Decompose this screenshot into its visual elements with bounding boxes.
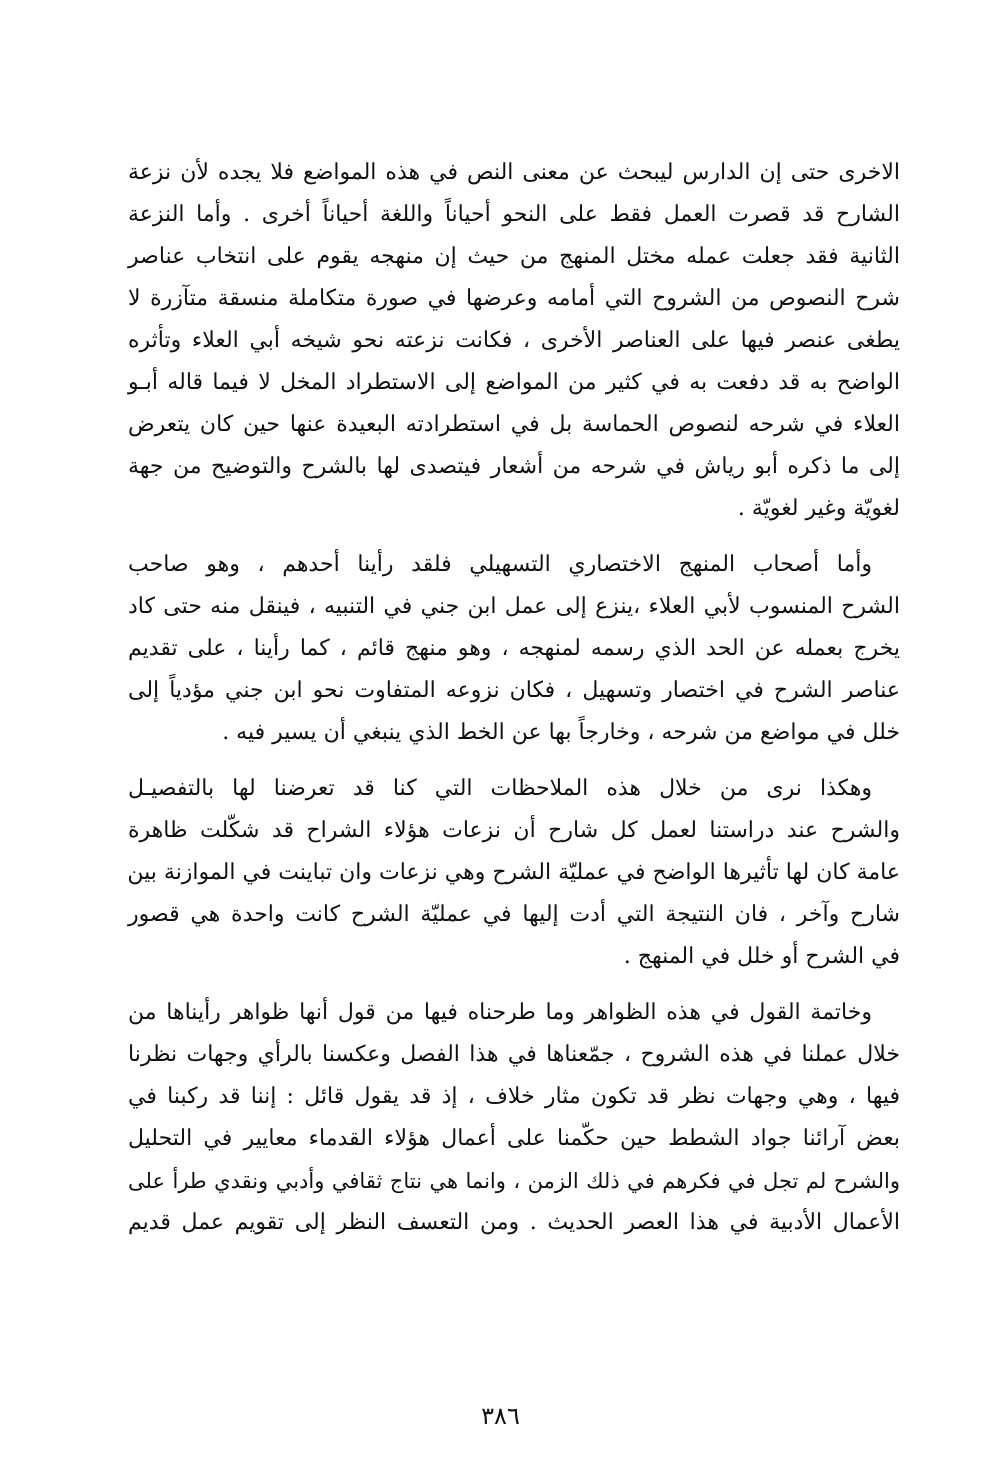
paragraph-1 bbox=[128, 152, 900, 530]
text-line: الاخرى حتى إن الدارس ليبحث عن معنى النص في هذه المواضع فلا يجده لأن نزعة bbox=[128, 160, 900, 185]
text-line: لغويّة وغير لغويّة . bbox=[737, 496, 900, 521]
text-line: الثانية فقد جعلت عمله مختل المنهج من حيث إن منهجه يقوم على انتخاب عناصر bbox=[128, 244, 900, 269]
paragraph-2 bbox=[128, 544, 900, 754]
text-line: وهكذا نرى من خلال هذه الملاحظات التي كنا قد تعرضنا لها بالتفصيـل bbox=[128, 776, 872, 801]
text-line: خلل في مواضع من شرحه ، وخارجاً بها عن الخط الذي ينبغي أن يسير فيه . bbox=[222, 720, 900, 745]
text-line: شارح وآخر ، فان النتيجة التي أدت إليها في عمليّة الشرح كانت واحدة هي قصور bbox=[128, 902, 900, 927]
text-line: والشرح لم تجل في فكرهم في ذلك الزمن ، وانما هي نتاج ثقافي وأدبي ونقدي طرأ على bbox=[128, 1169, 900, 1193]
text-line: خلال عملنا في هذه الشروح ، جمّعناها في هذا الفصل وعكسنا بالرأي وجهات نظرنا bbox=[128, 1042, 900, 1067]
text-line: عامة كان لها تأثيرها الواضح في عمليّة الشرح وهي نزعات وان تباينت في الموازنة بين bbox=[127, 860, 900, 885]
text-line: شرح النصوص من الشروح التي أمامه وعرضها في صورة متكاملة منسقة متآزرة لا bbox=[128, 286, 900, 311]
text-line: يخرج بعمله عن الحد الذي رسمه لمنهجه ، وهو منهج قائم ، كما رأينا ، على تقديم bbox=[128, 636, 900, 661]
page-number: ٣٨٦ bbox=[481, 1402, 520, 1430]
text-line: الأعمال الأدبية في هذا العصر الحديث . ومن التعسف النظر إلى تقويم عمل قديم bbox=[128, 1210, 900, 1235]
paragraph-3 bbox=[128, 768, 900, 978]
text-line: عناصر الشرح في اختصار وتسهيل ، فكان نزوعه المتفاوت نحو ابن جني مؤدياً إلى bbox=[128, 678, 900, 703]
text-line: يطغى عنصر فيها على العناصر الأخرى ، فكانت نزعته نحو شيخه أبي العلاء وتأثره bbox=[128, 328, 901, 353]
text-line: الشارح قد قصرت العمل فقط على النحو أحياناً واللغة أحياناً أخرى . وأما النزعة bbox=[128, 202, 900, 227]
text-line: بعض آرائنا جواد الشطط حين حكّمنا على أعمال هؤلاء القدماء معايير في التحليل bbox=[128, 1126, 900, 1151]
text-line: فيها ، وهي وجهات نظر قد تكون مثار خلاف ، إذ قد يقول قائل : إننا قد ركبنا في bbox=[128, 1084, 900, 1109]
paragraph-4 bbox=[128, 992, 900, 1244]
text-line: إلى ما ذكره أبو رياش في شرحه من أشعار فيتصدى لها بالشرح والتوضيح من جهة bbox=[128, 454, 900, 479]
text-line: والشرح عند دراستنا لعمل كل شارح أن نزعات هؤلاء الشراح قد شكّلت ظاهرة bbox=[128, 818, 900, 843]
body-text bbox=[128, 152, 900, 1244]
text-line: الشرح المنسوب لأبي العلاء ،ينزع إلى عمل ابن جني في التنبيه ، فينقل منه حتى كاد bbox=[128, 594, 900, 619]
text-line: الواضح به قد دفعت به في كثير من المواضع إلى الاستطراد المخل لا فيما قاله أبـو bbox=[128, 370, 900, 395]
text-line: العلاء في شرحه لنصوص الحماسة بل في استطرادته البعيدة عنها حين كان يتعرض bbox=[128, 412, 900, 437]
text-line: في الشرح أو خلل في المنهج . bbox=[623, 944, 900, 969]
text-line: وخاتمة القول في هذه الظواهر وما طرحناه فيها من قول أنها ظواهر رأيناها من bbox=[128, 1000, 872, 1025]
text-line: وأما أصحاب المنهج الاختصاري التسهيلي فلقد رأينا أحدهم ، وهو صاحب bbox=[128, 552, 872, 577]
